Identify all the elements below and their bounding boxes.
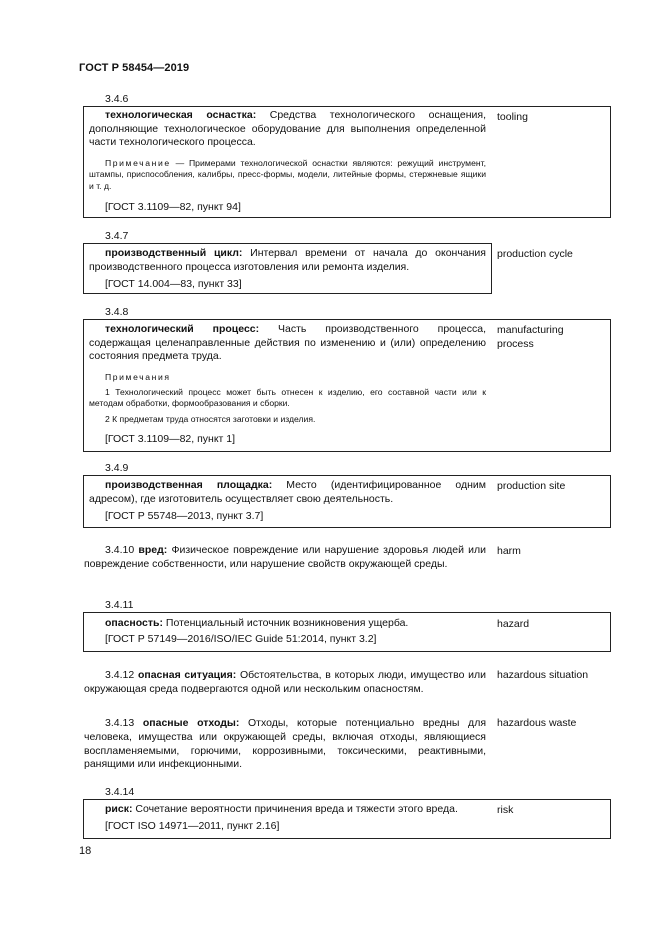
term-name: производственный цикл: (105, 247, 243, 259)
definition-text: Часть производственного процесса, содержащая целенаправленные действия по изменению и (или) определению состояния предмета труда. (89, 323, 486, 363)
term-english-3-4-7: production cycle (497, 248, 573, 260)
term-definition-3-4-11 (89, 617, 486, 631)
term-english-3-4-14: risk (497, 804, 514, 816)
term-number-3-4-6: 3.4.6 (105, 93, 129, 105)
term-name: риск: (105, 803, 133, 815)
term-notes-label-3-4-8: Примечания (105, 372, 171, 382)
definition-text: Потенциальный источник возникновения ущерба. (163, 617, 409, 629)
term-english-3-4-12: hazardous situation (497, 669, 589, 681)
term-name: технологический процесс: (105, 323, 260, 335)
term-english-3-4-11: hazard (497, 618, 530, 630)
term-note-1-3-4-8: 1 Технологический процесс может быть отнесен к изделию, его составной части или к методам обработки, формообразования и сборки. (89, 387, 486, 409)
definition-text: Место (идентифицированное одним адресом), где изготовитель осуществляет свою деятельность. (89, 479, 486, 505)
term-english-3-4-6: tooling (497, 111, 528, 123)
term-english-3-4-10: harm (497, 545, 521, 557)
term-definition-3-4-14 (89, 803, 486, 817)
term-definition-3-4-9 (89, 479, 486, 506)
term-english-3-4-8: manufacturing process (497, 324, 564, 350)
term-paragraph-3-4-10: 3.4.10 вред: Физическое повреждение или нарушение здоровья людей или повреждение собственности, или нарушение свойств окружающей среды. (84, 544, 486, 570)
term-number-3-4-8: 3.4.8 (105, 306, 129, 318)
note-text: — Примерами технологической оснастки являются: режущий инструмент, штампы, приспособления, калибры, пресс-формы, модели, литейные формы, стержневые ящики и т. д. (89, 158, 486, 191)
term-source-3-4-11: [ГОСТ Р 57149—2016/ISO/IEC Guide 51:2014, пункт 3.2] (105, 633, 377, 645)
definition-text: Сочетание вероятности причинения вреда и тяжести этого вреда. (132, 803, 458, 815)
term-note-2-3-4-8: 2 К предметам труда относятся заготовки и изделия. (105, 414, 316, 424)
page-number: 18 (79, 845, 92, 857)
term-number-3-4-11: 3.4.11 (105, 599, 134, 611)
term-number-3-4-14: 3.4.14 (105, 786, 135, 798)
term-note-3-4-6 (89, 158, 486, 192)
term-source-3-4-8: [ГОСТ 3.1109—82, пункт 1] (105, 433, 236, 445)
term-source-3-4-6: [ГОСТ 3.1109—82, пункт 94] (105, 201, 241, 213)
note-label: Примечание (105, 158, 171, 168)
term-definition-3-4-8 (89, 323, 486, 364)
term-number-3-4-9: 3.4.9 (105, 462, 129, 474)
term-source-3-4-7: [ГОСТ 14.004—83, пункт 33] (105, 278, 242, 290)
term-definition-3-4-7 (89, 247, 486, 274)
term-name: опасность: (105, 617, 163, 629)
term-name: технологическая оснастка: (105, 109, 257, 121)
term-english-3-4-13: hazardous waste (497, 717, 577, 729)
term-paragraph-3-4-13: 3.4.13 опасные отходы: Отходы, которые потенциально вредны для человека, имущества или окружающей среды, включая отходы, являющиеся воспламеняемыми, горючими, коррозивными, токсическими, реактивными, ранящими или инфекционными. (84, 717, 487, 771)
page-header-title: ГОСТ Р 58454—2019 (79, 62, 190, 74)
definition-text: Средства технологического оснащения, дополняющие технологическое оборудование для выполнения определенной части технологического процесса. (89, 109, 486, 149)
term-source-3-4-14: [ГОСТ ISO 14971—2011, пункт 2.16] (105, 820, 280, 832)
term-number-3-4-7: 3.4.7 (105, 230, 129, 242)
term-english-3-4-9: production site (497, 480, 566, 492)
definition-text: Интервал времени от начала до окончания производственного процесса изготовления или ремонта изделия. (89, 247, 486, 273)
term-paragraph-3-4-12: 3.4.12 опасная ситуация: Обстоятельства, в которых люди, имущество или окружающая среда подвергаются одной или нескольким опасностям. (84, 669, 487, 695)
term-definition-3-4-6 (89, 109, 486, 150)
term-name: производственная площадка: (105, 479, 273, 491)
term-source-3-4-9: [ГОСТ Р 55748—2013, пункт 3.7] (105, 510, 264, 522)
